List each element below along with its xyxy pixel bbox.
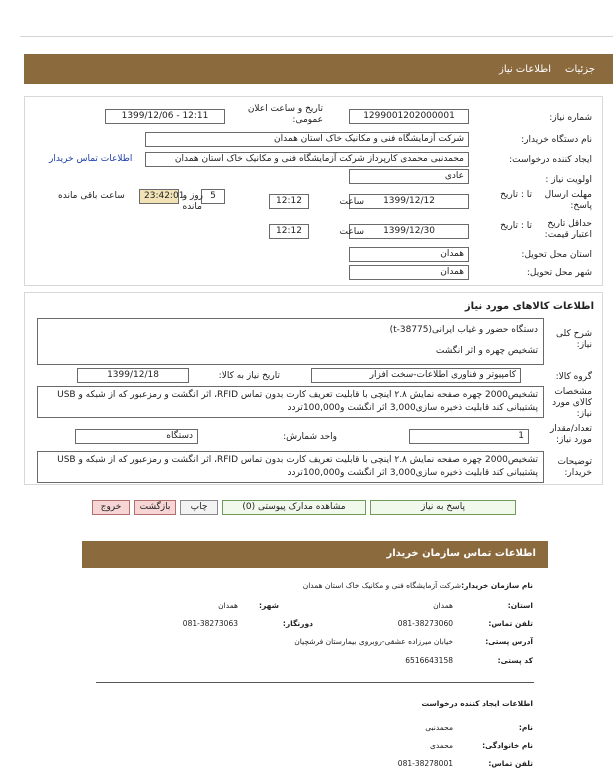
goods-group-field: کامپیوتر و فناوری اطلاعات-سخت افزار [311,368,521,383]
buyer-contact-link[interactable]: اطلاعات تماس خریدار [49,154,133,164]
postal-label: کد پستی: [497,656,533,665]
province-label: استان: [507,601,533,610]
first-name-value: محمدنبی [425,723,453,732]
req-phone-label: تلفن تماس: [488,759,533,768]
fax-label: دورنگار: [282,619,313,628]
goods-group-label: گروه کالا: [555,372,592,382]
requester-section-title: اطلاعات ایجاد کننده درخواست [421,699,533,708]
contact-bar [82,541,548,568]
priority-field: عادی [349,169,469,184]
general-desc-line1: دستگاه حضور و غیاب ایرانی(t-38775) [389,325,538,335]
general-desc-label: شرح کلی نیاز: [556,329,592,350]
price-validity-label: حداقل تاریخ اعتبار قیمت: [544,219,592,240]
buyer-org-label: نام دستگاه خریدار: [521,135,592,145]
last-name-value: محمدی [429,741,453,750]
unit-field: دستگاه [75,429,198,444]
province-value: همدان [433,601,453,610]
specs-box: تشخیص2000 چهره صفحه نمایش ۲.۸ اینچی با قابلیت تعریف کارت بدون تماس RFID، اثر انگشت و رمزعبور که از شبکه و USB پشتیبانی کند قابلیت ذخیره سازی3,000 اثر انگشت و100,000تردد [37,386,544,418]
address-label: آدرس پستی: [485,637,533,646]
top-divider [20,36,613,37]
remaining-time-field: 23:42:01 [139,189,179,204]
tab-details[interactable]: جزئیات [565,64,595,75]
phone-value: 081-38273060 [397,619,453,628]
validity-date-field: 1399/12/30 [349,224,469,239]
first-name-label: نام: [518,723,533,732]
announce-datetime-field: 1399/12/06 - 12:11 [105,109,225,124]
city-label: شهر: [259,601,279,610]
view-attachments-button[interactable]: مشاهده مدارک پیوستی (0) [222,500,366,515]
validity-time-label: ساعت [339,227,364,237]
delivery-province-label: استان محل تحویل: [521,250,592,260]
org-name-value: شرکت آزمایشگاه فنی و مکانیک خاک استان همدان [302,581,461,590]
response-time-field: 12:12 [269,194,309,209]
org-name-label: نام سازمان خریدار: [461,581,533,590]
need-info-panel [24,96,603,286]
contact-divider [96,682,534,683]
phone-label: تلفن تماس: [488,619,533,628]
specs-label: مشخصات کالای مورد نیاز: [552,387,592,419]
postal-value: 6516643158 [405,656,453,665]
remaining-hours-label: ساعت باقی مانده [58,191,125,201]
requester-field: محمدنبی محمدی کارپرداز شرکت آزمایشگاه فنی و مکانیک خاک استان همدان [145,152,469,167]
respond-button[interactable]: پاسخ به نیاز [370,500,516,515]
header-bar [24,54,613,84]
print-button[interactable]: چاپ [180,500,218,515]
validity-to-date-label: تا : تاریخ [500,221,532,231]
requester-label: ایجاد کننده درخواست: [509,155,592,165]
fax-value: 081-38273063 [182,619,238,628]
buyer-notes-box: تشخیص2000 چهره صفحه نمایش ۲.۸ اینچی با قابلیت تعریف کارت بدون تماس RFID، اثر انگشت و رمزعبور که از شبکه و USB پشتیبانی کند قابلیت ذخیره سازی3,000 اثر انگشت و100,000تردد [37,451,544,483]
buyer-notes-label: توضیحات خریدار: [557,457,592,478]
city-value: همدان [218,601,238,610]
contact-title: اطلاعات تماس سازمان خریدار [386,548,536,559]
need-date-field: 1399/12/18 [77,368,189,383]
buyer-org-field: شرکت آزمایشگاه فنی و مکانیک خاک استان همدان [145,132,469,147]
back-button[interactable]: بازگشت [134,500,176,515]
response-time-label: ساعت [339,197,364,207]
quantity-label: تعداد/مقدار مورد نیاز: [549,424,592,445]
response-to-date-label: تا : تاریخ [500,190,532,200]
need-number-label: شماره نیاز: [549,113,592,123]
req-phone-value: 081-38278001 [397,759,453,768]
response-date-field: 1399/12/12 [349,194,469,209]
goods-panel [24,292,603,485]
remaining-label: مانده [182,202,202,212]
quantity-field: 1 [409,429,529,444]
goods-section-title: اطلاعات کالاهای مورد نیاز [464,301,594,312]
days-and-label: روز و [182,191,203,201]
tab-need-info[interactable]: اطلاعات نیاز [499,64,551,75]
response-deadline-label: مهلت ارسال پاسخ: [544,190,592,211]
delivery-city-label: شهر محل تحویل: [526,268,592,278]
unit-label: واحد شمارش: [283,432,337,442]
delivery-province-field: همدان [349,247,469,262]
announce-datetime-label: تاریخ و ساعت اعلان عمومی: [247,104,323,125]
priority-label: اولویت نیاز : [545,175,592,185]
last-name-label: نام خانوادگی: [482,741,533,750]
need-date-label: تاریخ نیاز به کالا: [218,371,280,381]
general-desc-line2: تشخیص چهره و اثر انگشت [435,346,538,356]
need-number-field: 1299001202000001 [349,109,469,124]
delivery-city-field: همدان [349,265,469,280]
validity-time-field: 12:12 [269,224,309,239]
general-desc-box [37,318,544,365]
exit-button[interactable]: خروج [92,500,130,515]
remaining-days-field: 5 [201,189,225,204]
address-value: خیابان میرزاده عشقی-روبروی بیمارستان فرشچیان [294,637,453,646]
